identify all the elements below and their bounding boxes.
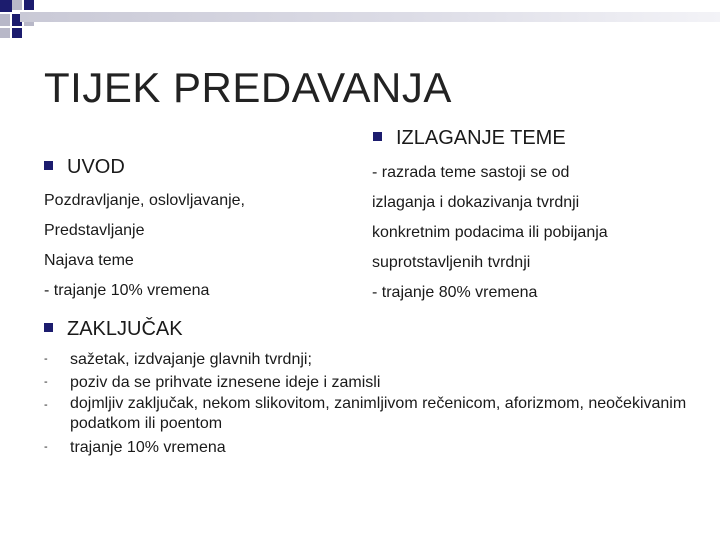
list-item [44, 394, 704, 434]
zakljucak-heading [44, 318, 183, 341]
uvod-line: - trajanje 10% vremena [44, 282, 210, 299]
izlaganje-line: - trajanje 80% vremena [372, 284, 538, 301]
izlaganje-heading [373, 127, 566, 150]
slide-title: TIJEK PREDAVANJA [44, 64, 452, 111]
dash-marker: - [44, 353, 48, 365]
corner-square-decoration [24, 0, 34, 10]
list-item [44, 371, 704, 394]
square-bullet-icon [44, 161, 53, 170]
list-item-text: trajanje 10% vremena [70, 439, 226, 456]
uvod-text [44, 186, 245, 306]
izlaganje-heading-text: IZLAGANJE TEME [396, 127, 566, 149]
dash-marker: - [44, 376, 48, 388]
list-item [44, 348, 704, 371]
corner-square-decoration [0, 28, 10, 38]
corner-square-decoration [0, 14, 10, 26]
zakljucak-heading-text: ZAKLJUČAK [67, 318, 183, 340]
list-item-text: dojmljiv zaključak, nekom slikovitom, zanimljivom rečenicom, aforizmom, neočekivanim podatkom ili poentom [70, 395, 687, 432]
list-item [44, 436, 704, 459]
izlaganje-text [372, 158, 608, 308]
top-decorative-bar [20, 12, 720, 22]
uvod-line: Predstavljanje [44, 222, 145, 239]
square-bullet-icon [44, 323, 53, 332]
list-item-text: poziv da se prihvate iznesene ideje i zamisli [70, 374, 381, 391]
uvod-heading-text: UVOD [67, 156, 125, 178]
izlaganje-line: konkretnim podacima ili pobijanja [372, 224, 608, 241]
izlaganje-line: suprotstavljenih tvrdnji [372, 254, 531, 271]
uvod-line: Najava teme [44, 252, 134, 269]
uvod-line: Pozdravljanje, oslovljavanje, [44, 192, 245, 209]
square-bullet-icon [373, 132, 382, 141]
zakljucak-list [44, 348, 704, 459]
corner-square-decoration [12, 28, 22, 38]
list-item-text: sažetak, izdvajanje glavnih tvrdnji; [70, 351, 312, 368]
corner-square-decoration [0, 0, 12, 12]
izlaganje-line: - razrada teme sastoji se od [372, 164, 570, 181]
uvod-heading [44, 156, 125, 179]
izlaganje-line: izlaganja i dokazivanja tvrdnji [372, 194, 580, 211]
dash-marker: - [44, 399, 48, 411]
corner-square-decoration [12, 0, 22, 10]
dash-marker: - [44, 441, 48, 453]
